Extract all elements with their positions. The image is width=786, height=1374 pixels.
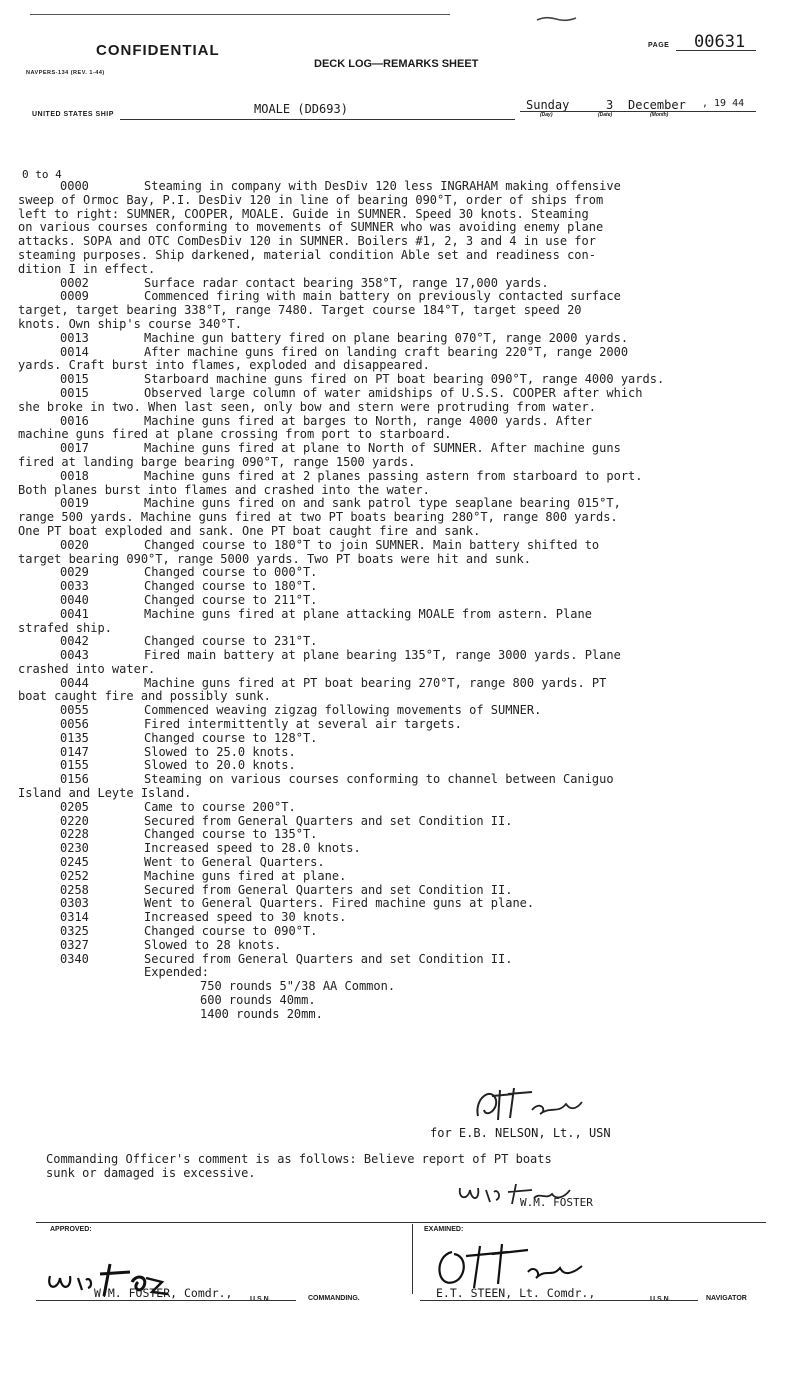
log-line [18,235,778,249]
log-entries [18,180,778,1022]
log-line [18,704,778,718]
log-entry-text: Starboard machine guns fired on PT boat bearing 090°T, range 4000 yards. [144,372,665,387]
log-entry-text: Changed course to 231°T. [144,634,318,649]
log-line [18,194,778,208]
log-continuation-text: range 500 yards. Machine guns fired at two PT boats bearing 280°T, range 800 yards. [18,510,618,525]
log-line [18,690,778,704]
log-entry-text: Machine guns fired at plane. [144,868,347,883]
log-line [18,359,778,373]
log-entry-text: Observed large column of water amidships of U.S.S. COOPER after which [144,385,643,400]
page-number: 00631 [694,32,746,52]
log-line [18,649,778,663]
log-line [18,373,778,387]
co-comment-line-1: Commanding Officer's comment is as follows: Believe report of PT boats [46,1152,552,1166]
navigator-name: E.T. STEEN, Lt. Comdr., [436,1286,596,1300]
log-line [18,249,778,263]
log-entry-text: Machine guns fired at PT boat bearing 270°T, range 800 yards. PT [144,675,607,690]
log-line [18,208,778,222]
log-entry-text: After machine guns fired on landing craft bearing 220°T, range 2000 [144,344,629,359]
watch-officer-signature-scrawl [470,1080,590,1132]
co-comment-line-2: sunk or damaged is excessive. [46,1166,256,1180]
stamp-mark [536,8,578,14]
log-date: 3 [606,98,614,112]
log-continuation-text: yards. Craft burst into flames, exploded and disappeared. [18,358,430,373]
date-caption: (Date) [598,112,613,118]
log-time: 0043 [60,648,89,663]
log-entry-text: Increased speed to 30 knots. [144,910,347,925]
log-entry-text: Fired intermittently at several air targets. [144,717,462,732]
log-time: 0044 [60,675,89,690]
log-line [18,1008,778,1022]
footer-top-rule [36,1222,766,1223]
top-rule [30,14,450,15]
log-continuation-text: dition I in effect. [18,261,156,276]
log-line [18,263,778,277]
log-continuation-text: target, target bearing 338°T, range 7480. Target course 184°T, target speed 20 [18,303,582,318]
log-line [18,663,778,677]
log-line [18,953,778,967]
log-line [18,870,778,884]
log-continuation-text: Both planes burst into flames and crashed into the water. [18,482,430,497]
expended-item: 600 rounds 40mm. [200,993,316,1008]
expended-item: 750 rounds 5"/38 AA Common. [200,979,396,994]
log-entry-text: Changed course to 211°T. [144,592,318,607]
log-time: 0015 [60,385,89,400]
log-time: 0014 [60,344,89,359]
ship-label: UNITED STATES SHIP [32,111,114,118]
month-caption: (Month) [650,112,669,118]
log-line [18,746,778,760]
log-line [18,221,778,235]
log-time: 0220 [60,813,89,828]
log-entry-text: Secured from General Quarters and set Condition II. [144,951,513,966]
log-entry-text: Went to General Quarters. [144,855,325,870]
log-line [18,290,778,304]
ship-rule [120,119,515,120]
usn-label-1: U.S.N. [250,1296,271,1303]
log-time: 0018 [60,468,89,483]
log-line [18,511,778,525]
log-entry-text: Machine gun battery fired on plane bearing 070°T, range 2000 yards. [144,330,629,345]
log-entry-text: Changed course to 180°T. [144,579,318,594]
log-line [18,428,778,442]
log-continuation-text: fired at landing barge bearing 090°T, range 1500 yards. [18,454,416,469]
watch-officer-name: for E.B. NELSON, Lt., USN [430,1126,611,1140]
log-entry-text: Machine guns fired at 2 planes passing astern from starboard to port. [144,468,643,483]
log-line [18,415,778,429]
log-time: 0205 [60,799,89,814]
log-line [18,304,778,318]
log-entry-text: Fired main battery at plane bearing 135°T, range 3000 yards. Plane [144,648,621,663]
log-continuation-text: on various courses conforming to movements of SUMNER who was avoiding enemy plane [18,220,604,235]
log-line [18,346,778,360]
log-line [18,773,778,787]
log-line [18,277,778,291]
log-day: Sunday [526,98,570,112]
log-time: 0016 [60,413,89,428]
log-line [18,787,778,801]
approved-label: APPROVED: [50,1226,92,1233]
log-continuation-text: Island and Leyte Island. [18,786,192,801]
log-time: 0000 [60,179,89,193]
log-line [18,718,778,732]
log-entry-text: Machine guns fired at plane attacking MOALE from astern. Plane [144,606,592,621]
log-entry-text: Steaming on various courses conforming to channel between Caniguo [144,772,614,787]
log-line [18,994,778,1008]
sheet-title: DECK LOG—REMARKS SHEET [314,58,479,70]
log-line [18,966,778,980]
log-time: 0009 [60,289,89,304]
log-line [18,856,778,870]
log-line [18,525,778,539]
log-continuation-text: crashed into water. [18,661,156,676]
log-entry-text: Changed course to 090°T. [144,924,318,939]
log-entry-text: Slowed to 25.0 knots. [144,744,296,759]
log-continuation-text: strafed ship. [18,620,112,635]
log-entry-text: Machine guns fired at plane to North of SUMNER. After machine guns [144,441,621,456]
footer-divider [412,1224,413,1294]
log-continuation-text: One PT boat exploded and sank. One PT boat caught fire and sank. [18,523,481,538]
log-time: 0041 [60,606,89,621]
log-entry-text: Machine guns fired at barges to North, range 4000 yards. After [144,413,592,428]
log-entry-text: Came to course 200°T. [144,799,296,814]
log-time: 0245 [60,855,89,870]
log-line [18,925,778,939]
log-time: 0040 [60,592,89,607]
co-typed-name: W.M. FOSTER [520,1196,593,1209]
log-entry-text: Slowed to 28 knots. [144,937,282,952]
log-entry-text: Slowed to 20.0 knots. [144,758,296,773]
log-time: 0013 [60,330,89,345]
log-continuation-text: attacks. SOPA and OTC ComDesDiv 120 in SUMNER. Boilers #1, 2, 3 and 4 in use for [18,234,596,249]
log-line [18,939,778,953]
log-time: 0155 [60,758,89,773]
log-time: 0325 [60,924,89,939]
log-line [18,401,778,415]
log-line [18,622,778,636]
commanding-label: COMMANDING. [308,1295,360,1302]
log-time: 0252 [60,868,89,883]
log-continuation-text: target bearing 090°T, range 5000 yards. Two PT boats were hit and sunk. [18,551,531,566]
log-line [18,456,778,470]
log-time: 0056 [60,717,89,732]
log-line [18,553,778,567]
log-line [18,497,778,511]
log-time: 0230 [60,841,89,856]
log-line [18,828,778,842]
classification: CONFIDENTIAL [96,42,220,59]
log-time: 0327 [60,937,89,952]
log-line [18,759,778,773]
log-entry-text: Increased speed to 28.0 knots. [144,841,361,856]
expended-item: 1400 rounds 20mm. [200,1006,323,1021]
log-line [18,387,778,401]
log-line [18,484,778,498]
log-continuation-text: left to right: SUMNER, COOPER, MOALE. Guide in SUMNER. Speed 30 knots. Steaming [18,206,589,221]
log-continuation-text: sweep of Ormoc Bay, P.I. DesDiv 120 in line of bearing 090°T, order of ships from [18,192,604,207]
log-line [18,815,778,829]
log-entry-text: Changed course to 128°T. [144,730,318,745]
log-line [18,580,778,594]
log-continuation-text: she broke in two. When last seen, only bow and stern were protruding from water. [18,399,596,414]
log-line [18,442,778,456]
log-line [18,608,778,622]
log-entry-text: Commenced weaving zigzag following movements of SUMNER. [144,703,542,718]
log-entry-text: Secured from General Quarters and set Condition II. [144,813,513,828]
log-line [18,842,778,856]
log-time: 0015 [60,372,89,387]
log-line [18,911,778,925]
log-line [18,470,778,484]
log-entry-text: Machine guns fired on and sank patrol type seaplane bearing 015°T, [144,496,621,511]
commanding-rule [36,1300,296,1301]
log-time: 0228 [60,827,89,842]
log-entry-text: Changed course to 180°T to join SUMNER. Main battery shifted to [144,537,600,552]
log-time: 0147 [60,744,89,759]
log-continuation-text: knots. Own ship's course 340°T. [18,316,242,331]
log-time: 0033 [60,579,89,594]
log-entry-text: Expended: [144,965,210,980]
log-time: 0019 [60,496,89,511]
log-line [18,594,778,608]
log-entry-text: Went to General Quarters. Fired machine guns at plane. [144,896,535,911]
log-time: 0314 [60,910,89,925]
log-entry-text: Changed course to 135°T. [144,827,318,842]
log-time: 0055 [60,703,89,718]
log-entry-text: Surface radar contact bearing 358°T, range 17,000 yards. [144,275,549,290]
log-entry-text: Steaming in company with DesDiv 120 less INGRAHAM making offensive [144,179,621,193]
usn-label-2: U.S.N. [650,1296,671,1303]
log-line [18,332,778,346]
log-line [18,732,778,746]
log-line [18,980,778,994]
log-continuation-text: boat caught fire and possibly sunk. [18,689,271,704]
log-line [18,897,778,911]
date-rule [520,111,756,112]
log-time: 0042 [60,634,89,649]
examined-label: EXAMINED: [424,1226,464,1233]
co-comment [46,1152,552,1180]
log-line [18,566,778,580]
ship-name: MOALE (DD693) [254,102,348,116]
log-time: 0303 [60,896,89,911]
log-continuation-text: steaming purposes. Ship darkened, material condition Able set and readiness con- [18,247,596,262]
log-time: 0156 [60,772,89,787]
log-line [18,539,778,553]
log-time: 0135 [60,730,89,745]
log-year: , 19 44 [702,98,745,109]
log-time: 0017 [60,441,89,456]
log-line [18,318,778,332]
log-continuation-text: machine guns fired at plane crossing from port to starboard. [18,427,452,442]
log-time: 0258 [60,882,89,897]
day-caption: (Day) [540,112,553,118]
log-line [18,180,778,194]
log-entry-text: Changed course to 000°T. [144,565,318,580]
log-entry-text: Secured from General Quarters and set Condition II. [144,882,513,897]
log-line [18,635,778,649]
log-time: 0340 [60,951,89,966]
log-time: 0002 [60,275,89,290]
commanding-name: W.M. FOSTER, Comdr., [94,1286,233,1300]
watch-heading: 0 to 4 [22,168,62,181]
log-line [18,677,778,691]
log-month: December [628,98,686,112]
page-number-rule [676,50,756,51]
navigator-label: NAVIGATOR [706,1295,747,1302]
log-line [18,884,778,898]
form-number: NAVPERS-134 (REV. 1-44) [26,70,105,76]
log-entry-text: Commenced firing with main battery on previously contacted surface [144,289,621,304]
page-label: PAGE [648,42,670,49]
log-time: 0029 [60,565,89,580]
log-line [18,801,778,815]
log-time: 0020 [60,537,89,552]
navigator-rule [420,1300,698,1301]
